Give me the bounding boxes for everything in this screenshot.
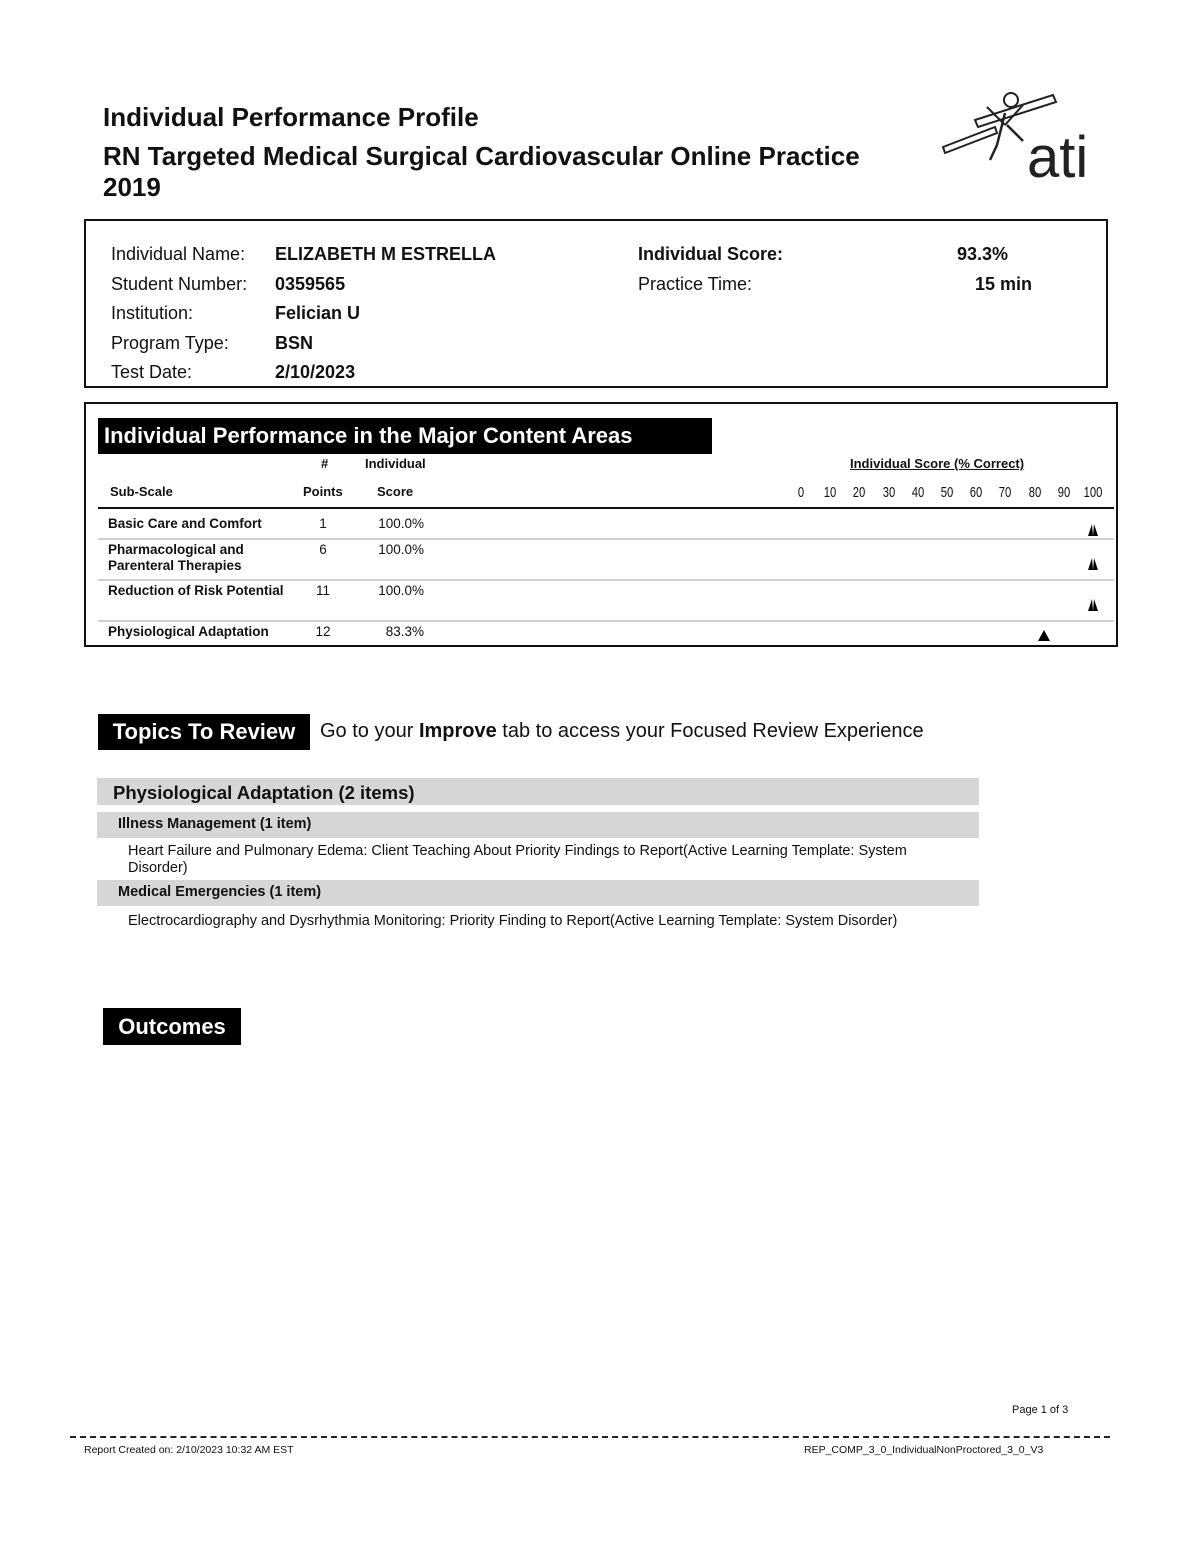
footer-divider	[70, 1436, 1110, 1438]
improve-tab-text: Improve	[418, 720, 497, 742]
axis-tick-label: 10	[823, 484, 837, 501]
header-rule	[98, 507, 1114, 509]
row-divider	[98, 579, 1114, 581]
name-label: Individual Name:	[111, 244, 246, 264]
score-marker	[1037, 628, 1051, 644]
row-divider	[98, 620, 1114, 622]
program-type-value: BSN	[275, 333, 314, 353]
score-value: 100.0%	[378, 516, 424, 531]
practice-time-label: Practice Time:	[638, 274, 753, 294]
student-number-value: 0359565	[275, 274, 346, 294]
test-date-value: 2/10/2023	[275, 362, 356, 382]
score-marker	[1086, 597, 1100, 613]
subscale-label: Pharmacological and Parenteral Therapies	[108, 542, 244, 573]
assessment-title: RN Targeted Medical Surgical Cardiovascular Online Practice 2019	[103, 141, 860, 202]
topic-item: Electrocardiography and Dysrhythmia Monitoring: Priority Finding to Report(Active Learning Template: System Disorder)	[128, 913, 898, 929]
axis-tick-label: 0	[797, 484, 805, 501]
topic-subcategory-illness	[97, 812, 979, 838]
points-value: 6	[319, 542, 327, 557]
name-value: ELIZABETH M ESTRELLA	[275, 244, 496, 264]
outcomes-heading: Outcomes	[103, 1008, 241, 1045]
axis-tick-label: 30	[882, 484, 895, 501]
row-divider	[98, 538, 1114, 540]
performance-section	[84, 402, 1118, 647]
axis-tick-label: 20	[853, 484, 866, 501]
score-value: 100.0%	[378, 542, 424, 557]
student-number-label: Student Number:	[111, 274, 248, 294]
report-code: REP_COMP_3_0_IndividualNonProctored_3_0_V3	[804, 1444, 1044, 1456]
subscale-label: Basic Care and Comfort	[108, 516, 262, 531]
axis-tick-label: 50	[940, 484, 954, 501]
points-header-top: #	[321, 456, 329, 471]
score-header: Score	[377, 484, 414, 499]
ati-logo	[935, 85, 1105, 185]
score-value: 100.0%	[378, 583, 424, 598]
report-created: Report Created on: 2/10/2023 10:32 AM EST	[84, 1444, 294, 1456]
page-number: Page 1 of 3	[1012, 1404, 1069, 1416]
axis-tick-label: 40	[911, 484, 925, 501]
chart-title: Individual Score (% Correct)	[850, 456, 1025, 471]
institution-value: Felician U	[275, 303, 361, 323]
points-value: 1	[319, 516, 327, 531]
score-marker	[1086, 522, 1100, 538]
topic-category	[97, 778, 979, 805]
topics-note	[320, 720, 924, 743]
points-value: 11	[315, 583, 330, 598]
practice-time-value: 15 min	[975, 274, 1033, 294]
topic-item: Heart Failure and Pulmonary Edema: Client Teaching About Priority Findings to Report(Active Learning Template: System Disorder)	[128, 843, 907, 876]
axis-tick-label: 100	[1083, 484, 1103, 501]
student-info-box	[84, 219, 1108, 388]
points-value: 12	[315, 624, 331, 639]
topics-note-post: tab to access your Focused Review Experience	[496, 720, 924, 742]
axis-tick-label: 90	[1057, 484, 1071, 501]
subscale-header: Sub-Scale	[110, 484, 173, 499]
individual-score-label: Individual Score:	[638, 244, 784, 264]
logo-text: ati	[1027, 125, 1089, 185]
subcategory-label: Illness Management (1 item)	[118, 816, 312, 832]
performance-heading: Individual Performance in the Major Content Areas	[98, 418, 712, 454]
subscale-label: Reduction of Risk Potential	[108, 583, 284, 598]
institution-label: Institution:	[111, 303, 194, 323]
topic-category-label: Physiological Adaptation (2 items)	[113, 782, 415, 803]
score-header-top: Individual	[365, 456, 426, 471]
program-type-label: Program Type:	[111, 333, 229, 353]
subscale-label: Physiological Adaptation	[108, 624, 269, 639]
test-date-label: Test Date:	[111, 362, 193, 382]
topics-heading: Topics To Review	[98, 714, 310, 750]
page-title: Individual Performance Profile	[103, 102, 479, 132]
individual-score-value: 93.3%	[957, 244, 1009, 264]
subcategory-label: Medical Emergencies (1 item)	[118, 884, 322, 900]
axis-tick-label: 70	[999, 484, 1012, 501]
axis-tick-label: 80	[1028, 484, 1041, 501]
topic-subcategory-emergencies	[97, 880, 979, 906]
points-header: Points	[303, 484, 343, 499]
score-marker	[1086, 556, 1100, 572]
axis-tick-label: 60	[969, 484, 983, 501]
score-value: 83.3%	[385, 624, 424, 639]
topics-note-pre: Go to your	[320, 720, 419, 742]
